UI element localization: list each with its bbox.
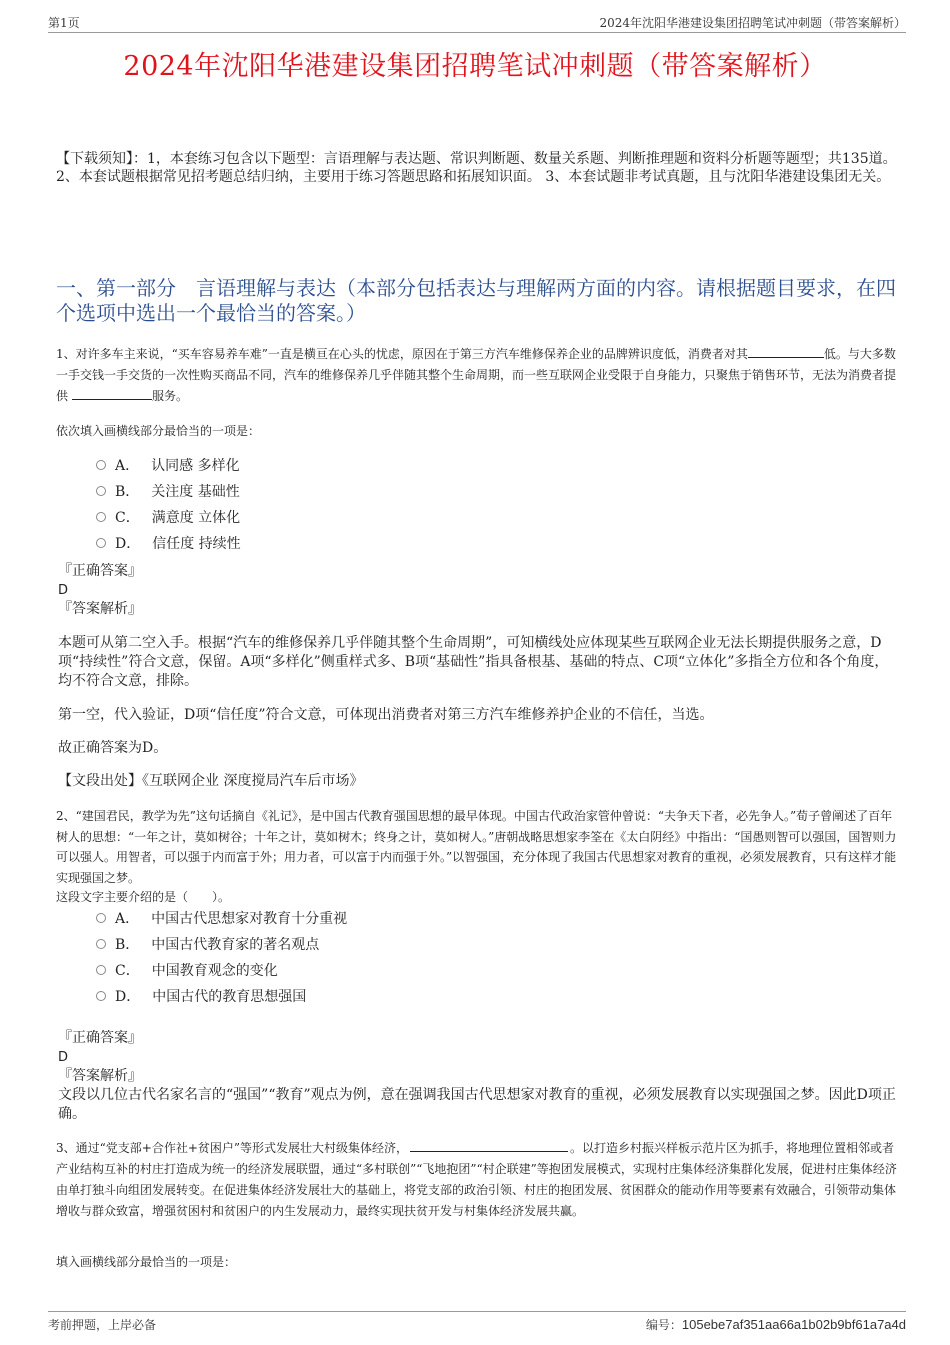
- footer-slogan: 考前押题，上岸必备: [48, 1318, 157, 1332]
- q3-text-part-b: 。以打造乡村振兴样板示范片区为抓手，将地理位置相邻或者产业结构互补的村庄打造成为统一的经济发展联盟，通过“多村联创”“飞地抱团”“村企联建”等抱团发展模式，实现村庄集体经济集群化发展，促进村庄集体经济由单打独斗向组团发展转变。在促进集体经济发展壮大的基础上，将党支部的政治引领、村庄的抱团发展、贫困群众的能动作用等要素有效融合，引领带动集体增收与群众致富，增强贫困村和贫困户的内生发展动力，最终实现扶贫开发与村集体经济发展共赢。: [56, 1141, 897, 1218]
- q1-blank-1: [748, 345, 824, 358]
- radio-icon[interactable]: [96, 939, 106, 949]
- q1-text-part-b: 低。与大多数一手交钱一手交货的一次性购买商品不同，汽车的维修保养几乎伴随其整个生命周期，而一些互联网企业受限于自身能力，只聚焦于销售环节，无法为消费者提供: [56, 347, 897, 403]
- page-footer: [48, 1311, 906, 1332]
- radio-icon[interactable]: [96, 913, 106, 923]
- answer-value: D: [58, 1050, 69, 1065]
- question-3-prompt: 填入画横线部分最恰当的一项是：: [56, 1255, 237, 1269]
- question-1-stem: [56, 344, 898, 407]
- radio-icon[interactable]: [96, 512, 106, 522]
- q1-option-b[interactable]: B． 关注度 基础性: [96, 479, 241, 505]
- q3-text-part-a: 3、通过“党支部+合作社+贫困户”等形式发展壮大村级集体经济，: [56, 1141, 409, 1155]
- q1-analysis-paragraph-3: 故正确答案为D。: [58, 740, 168, 756]
- q1-blank-2: [72, 387, 152, 400]
- question-3-stem: [56, 1138, 898, 1222]
- header-doc-title: 2024年沈阳华港建设集团招聘笔试冲刺题（带答案解析）: [599, 16, 906, 30]
- analysis-label: 『答案解析』: [58, 601, 142, 617]
- q2-analysis: 文段以几位古代名家名言的“强国”“教育”观点为例，意在强调我国古代思想家对教育的重视，必须发展教育以实现强国之梦。因此D项正确。: [58, 1087, 896, 1122]
- q3-blank: [410, 1139, 568, 1152]
- radio-icon[interactable]: [96, 538, 106, 548]
- q1-analysis-paragraph-2: 第一空，代入验证，D项“信任度”符合文意，可体现出消费者对第三方汽车维修养护企业的不信任，当选。: [58, 707, 714, 723]
- radio-icon[interactable]: [96, 991, 106, 1001]
- q1-source: 【文段出处】《互联网企业 深度搅局汽车后市场》: [58, 773, 364, 789]
- question-1-answer: [58, 562, 142, 619]
- q1-option-a[interactable]: A． 认同感 多样化: [96, 453, 241, 479]
- download-notice: 【下载须知】：1，本套练习包含以下题型：言语理解与表达题、常识判断题、数量关系题、判断推理题和资料分析题等题型；共135道。 2、本套试题根据常见招考题总结归纳，主要用于练习答题思路和拓展知识面。 3、本套试题非考试真题，且与沈阳华港建设集团无关。: [56, 151, 897, 185]
- footer-code-label: 编号：: [645, 1318, 682, 1332]
- q2-option-a[interactable]: A． 中国古代思想家对教育十分重视: [96, 906, 347, 932]
- question-2-stem: 2、“建国君民，教学为先”这句话摘自《礼记》，是中国古代教育强国思想的最早体现。中国古代政治家管仲曾说：“夫争天下者，必先争人。”荀子曾阐述了百年树人的思想：“一年之计，莫如树谷；十年之计，莫如树木；终身之计，莫如树人。”唐朝战略思想家李筌在《太白阴经》中指出：“国愚则智可以强国，国智则力可以强人。用智者，可以强于内而富于外；用力者，可以富于内而强于外。”以智强国，充分体现了我国古代思想家对教育的重视，必须发展教育，只有这样才能实现强国之梦。: [56, 809, 897, 885]
- question-2-prompt: 这段文字主要介绍的是（ ）。: [56, 890, 231, 904]
- question-2-answer: [58, 1029, 142, 1086]
- q2-option-c[interactable]: C． 中国教育观念的变化: [96, 958, 347, 984]
- q1-option-c[interactable]: C． 满意度 立体化: [96, 505, 241, 531]
- q1-text-part-c: 服务。: [152, 389, 189, 403]
- footer-code-value: 105ebe7af351aa66a1b02b9bf61a7a4d: [681, 1317, 906, 1332]
- radio-icon[interactable]: [96, 486, 106, 496]
- answer-label: 『正确答案』: [58, 1030, 142, 1046]
- q2-option-d[interactable]: D． 中国古代的教育思想强国: [96, 984, 347, 1010]
- question-1-prompt: 依次填入画横线部分最恰当的一项是：: [56, 424, 261, 438]
- radio-icon[interactable]: [96, 965, 106, 975]
- question-1-options: [96, 453, 241, 557]
- analysis-label: 『答案解析』: [58, 1068, 142, 1084]
- page-number: 第1页: [48, 16, 80, 30]
- page-header: [48, 14, 906, 33]
- answer-label: 『正确答案』: [58, 563, 142, 579]
- section-title: 一、第一部分 言语理解与表达（本部分包括表达与理解两方面的内容。请根据题目要求，在四个选项中选出一个最恰当的答案。）: [56, 276, 896, 325]
- q1-text-part-a: 1、对许多车主来说，“买车容易养车难”一直是横亘在心头的忧虑，原因在于第三方汽车维修保养企业的品牌辨识度低，消费者对其: [56, 347, 748, 361]
- q1-option-d[interactable]: D． 信任度 持续性: [96, 531, 241, 557]
- footer-code: [646, 1316, 906, 1333]
- radio-icon[interactable]: [96, 460, 106, 470]
- q1-analysis-paragraph-1: 本题可从第二空入手。根据“汽车的维修保养几乎伴随其整个生命周期”，可知横线处应体现某些互联网企业无法长期提供服务之意，D项“持续性”符合文意，保留。A项“多样化”侧重样式多、B项“基础性”指具备根基、基础的特点、C项“立体化”多指全方位和各个角度，均不符合文意，排除。: [58, 635, 889, 689]
- question-2-options: [96, 906, 347, 1010]
- answer-value: D: [58, 583, 69, 598]
- q2-option-b[interactable]: B． 中国古代教育家的著名观点: [96, 932, 347, 958]
- document-title: 2024年沈阳华港建设集团招聘笔试冲刺题（带答案解析）: [123, 51, 827, 82]
